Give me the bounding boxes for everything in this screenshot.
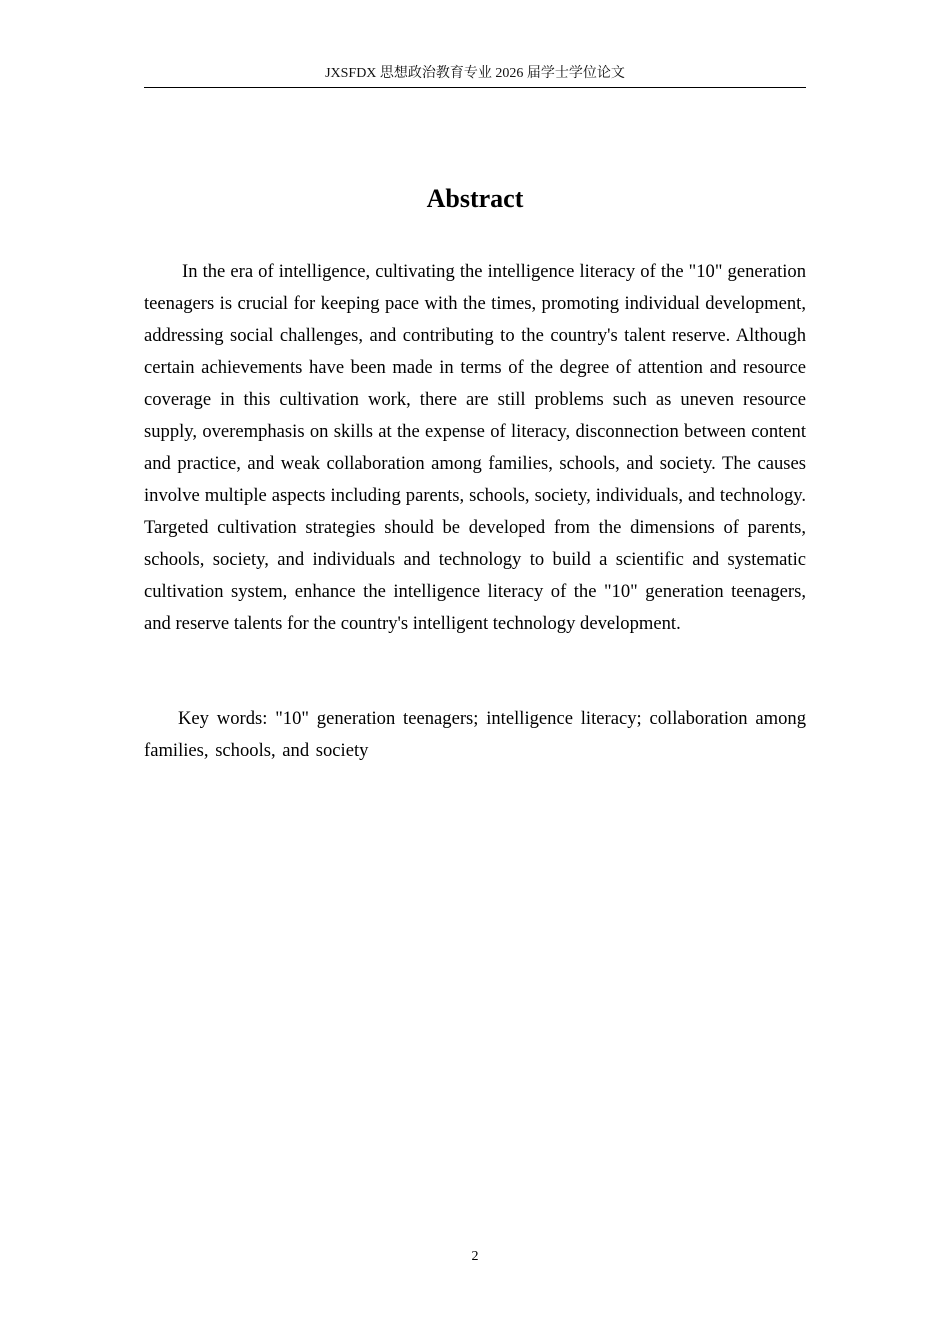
keywords-paragraph: Key words: "10" generation teenagers; intelligence literacy; collaboration among families, schools, and society (144, 708, 806, 761)
header-text: JXSFDX 思想政治教育专业 2026 届学士学位论文 (325, 66, 625, 81)
abstract-title: Abstract (426, 184, 524, 213)
page-number: 2 (471, 1249, 479, 1264)
abstract-body: In the era of intelligence, cultivating the intelligence literacy of the "10" generation teenagers is crucial for keeping pace with the times, promoting individual development, addressing social challenges, and contributing to the country's talent reserve. Although certain achievements have been made in terms of the degree of attention and resource coverage in this cultivation work, there are still problems such as uneven resource supply, overemphasis on skills at the expense of literacy, disconnection between content and practice, and weak collaboration among families, schools, and society. The causes involve multiple aspects including parents, schools, society, individuals, and technology. Targeted cultivation strategies should be developed from the dimensions of parents, schools, society, and individuals and technology to build a scientific and systematic cultivation system, enhance the intelligence literacy of the "10" generation teenagers, and reserve talents for the country's intelligent technology development. (144, 261, 806, 634)
page-header (144, 64, 806, 88)
